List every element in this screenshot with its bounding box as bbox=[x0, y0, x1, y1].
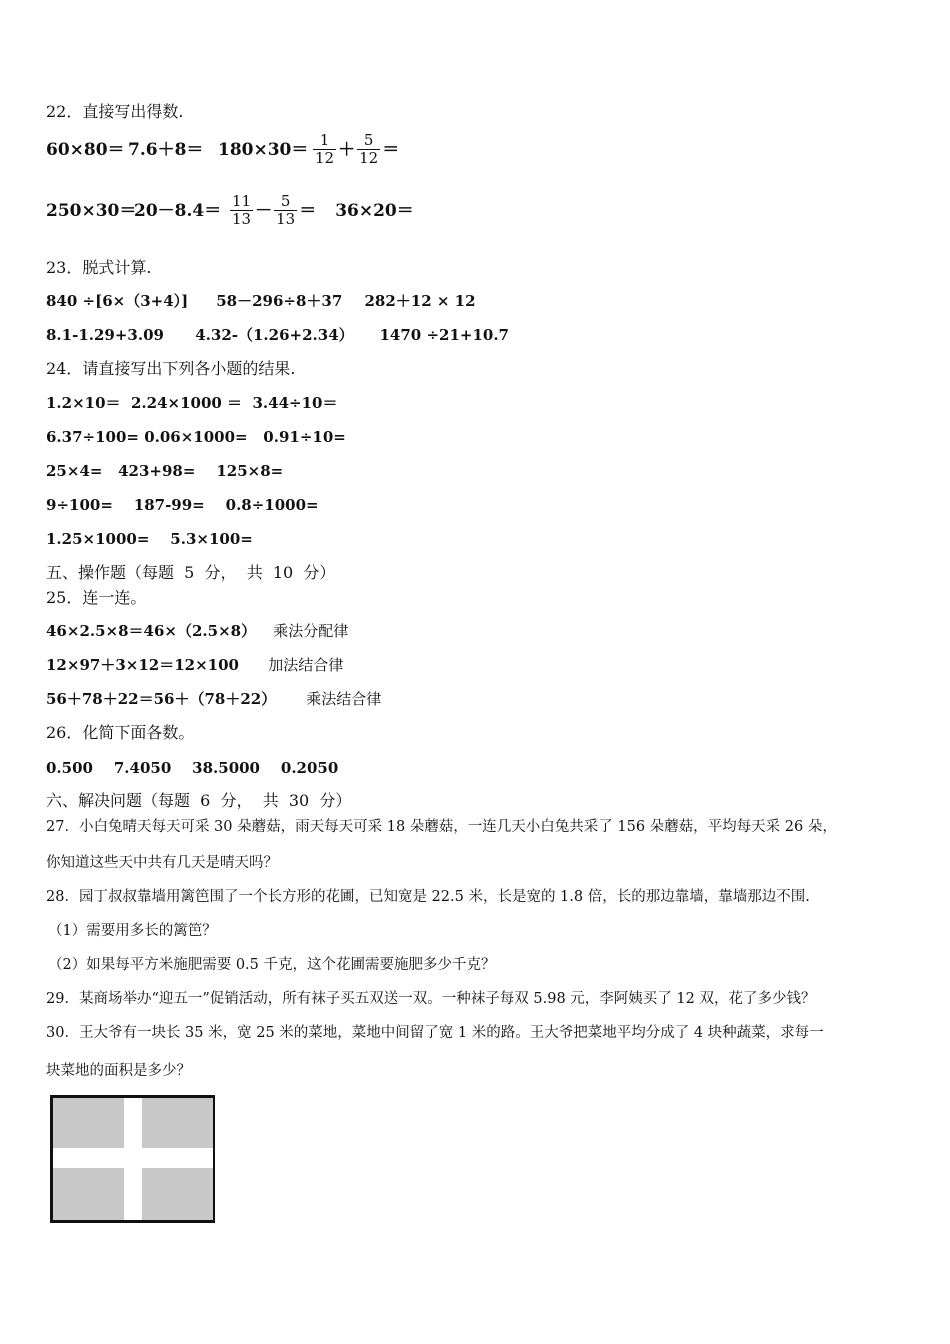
q24-row-3: 25×4= 423+98= 125×8= bbox=[46, 462, 284, 480]
q27-line-1: 27．小白兔晴天每天可采 30 朵蘑菇，雨天每天可采 18 朵蘑菇，一连几天小白兔共采了 156 朵蘑菇，平均每天采 26 朵， bbox=[46, 819, 837, 835]
q22-r2-a: 250×30＝ bbox=[46, 200, 137, 221]
q22-r2-end: ＝ bbox=[299, 200, 317, 221]
section6-title: 六、解决问题（每题 6 分， 共 30 分） bbox=[46, 791, 352, 810]
q25-title: 25．连一连。 bbox=[46, 588, 147, 607]
q26-title: 26．化简下面各数。 bbox=[46, 723, 195, 742]
q22-r1-end: ＝ bbox=[382, 139, 400, 160]
q25-item-1 bbox=[46, 621, 348, 641]
fraction-denominator: 12 bbox=[359, 149, 379, 167]
q25-law-2: 加法结合律 bbox=[268, 656, 344, 674]
q25-expr-1: 46×2.5×8＝46×（2.5×8） bbox=[46, 622, 257, 640]
q22-row2 bbox=[46, 193, 414, 228]
q23-row1 bbox=[46, 291, 476, 311]
fraction-numerator: 5 bbox=[280, 192, 291, 210]
q22-r2-fraction-1 bbox=[230, 193, 253, 228]
q22-r1-op: ＋ bbox=[338, 139, 356, 160]
q24-row-4: 9÷100= 187-99= 0.8÷1000= bbox=[46, 496, 319, 514]
q23-r1-expr-2: 58－296÷8＋37 bbox=[216, 292, 343, 310]
q26-values: 0.500 7.4050 38.5000 0.2050 bbox=[46, 759, 339, 777]
q22-r1-fraction-2 bbox=[357, 132, 380, 167]
q22-r2-b: 20－8.4＝ bbox=[134, 200, 222, 221]
q28-sub-2: （2）如果每平方米施肥需要 0.5 千克，这个花圃需要施肥多少千克？ bbox=[48, 957, 496, 973]
fraction-denominator: 12 bbox=[315, 149, 335, 167]
fraction-numerator: 11 bbox=[232, 192, 252, 210]
q25-expr-2: 12×97＋3×12＝12×100 bbox=[46, 656, 239, 674]
q24-row-2: 6.37÷100= 0.06×1000= 0.91÷10= bbox=[46, 428, 346, 446]
q23-row2 bbox=[46, 325, 509, 345]
q28-sub-1: （1）需要用多长的篱笆？ bbox=[48, 923, 217, 939]
q24-title: 24．请直接写出下列各小题的结果. bbox=[46, 359, 296, 378]
q24-row-1: 1.2×10＝ 2.24×1000 ＝ 3.44÷10＝ bbox=[46, 394, 338, 412]
q23-r2-expr-1: 8.1-1.29+3.09 bbox=[46, 326, 164, 344]
q25-expr-3: 56＋78＋22＝56＋（78＋22） bbox=[46, 690, 277, 708]
fraction-numerator: 5 bbox=[363, 131, 374, 149]
q23-title: 23．脱式计算. bbox=[46, 258, 152, 277]
q22-row1 bbox=[46, 132, 399, 167]
q23-r1-expr-3: 282＋12 × 12 bbox=[364, 292, 476, 310]
q22-r1-fraction-1 bbox=[313, 132, 336, 167]
vegetable-field-diagram bbox=[50, 1095, 215, 1223]
q28-line-1: 28．园丁叔叔靠墙用篱笆围了一个长方形的花圃，已知宽是 22.5 米，长是宽的 1.8 倍，长的那边靠墙，靠墙那边不围. bbox=[46, 889, 810, 905]
q23-r1-expr-1: 840 ÷[6×（3+4）] bbox=[46, 292, 189, 310]
q22-r1-c: 180×30＝ bbox=[218, 139, 309, 160]
fraction-denominator: 13 bbox=[232, 210, 252, 228]
q27-line-2: 你知道这些天中共有几天是晴天吗？ bbox=[46, 855, 278, 871]
q22-r1-a: 60×80＝ bbox=[46, 139, 125, 160]
q25-law-1: 乘法分配律 bbox=[273, 622, 349, 640]
q22-r2-fraction-2 bbox=[274, 193, 297, 228]
q23-r2-expr-2: 4.32-（1.26+2.34） bbox=[195, 326, 354, 344]
q29-line-1: 29．某商场举办“迎五一”促销活动，所有袜子买五双送一双。一种袜子每双 5.98 元，李阿姨买了 12 双，花了多少钱？ bbox=[46, 991, 816, 1007]
q23-r2-expr-3: 1470 ÷21+10.7 bbox=[379, 326, 509, 344]
q22-r2-d: 36×20＝ bbox=[335, 200, 414, 221]
q22-title: 22．直接写出得数. bbox=[46, 102, 184, 121]
fraction-numerator: 1 bbox=[319, 131, 330, 149]
fraction-denominator: 13 bbox=[276, 210, 296, 228]
q25-law-3: 乘法结合律 bbox=[306, 690, 382, 708]
q24-row-5: 1.25×1000= 5.3×100= bbox=[46, 530, 253, 548]
q22-r1-b: 7.6＋8＝ bbox=[128, 139, 204, 160]
q30-line-2: 块菜地的面积是多少？ bbox=[46, 1063, 191, 1079]
horizontal-road bbox=[53, 1148, 213, 1168]
q25-item-3 bbox=[46, 689, 381, 709]
q22-r2-op: － bbox=[255, 200, 273, 221]
section5-title: 五、操作题（每题 5 分， 共 10 分） bbox=[46, 563, 336, 582]
q25-item-2 bbox=[46, 655, 343, 675]
q30-line-1: 30．王大爷有一块长 35 米，宽 25 米的菜地，菜地中间留了宽 1 米的路。王大爷把菜地平均分成了 4 块种蔬菜，求每一 bbox=[46, 1025, 824, 1041]
